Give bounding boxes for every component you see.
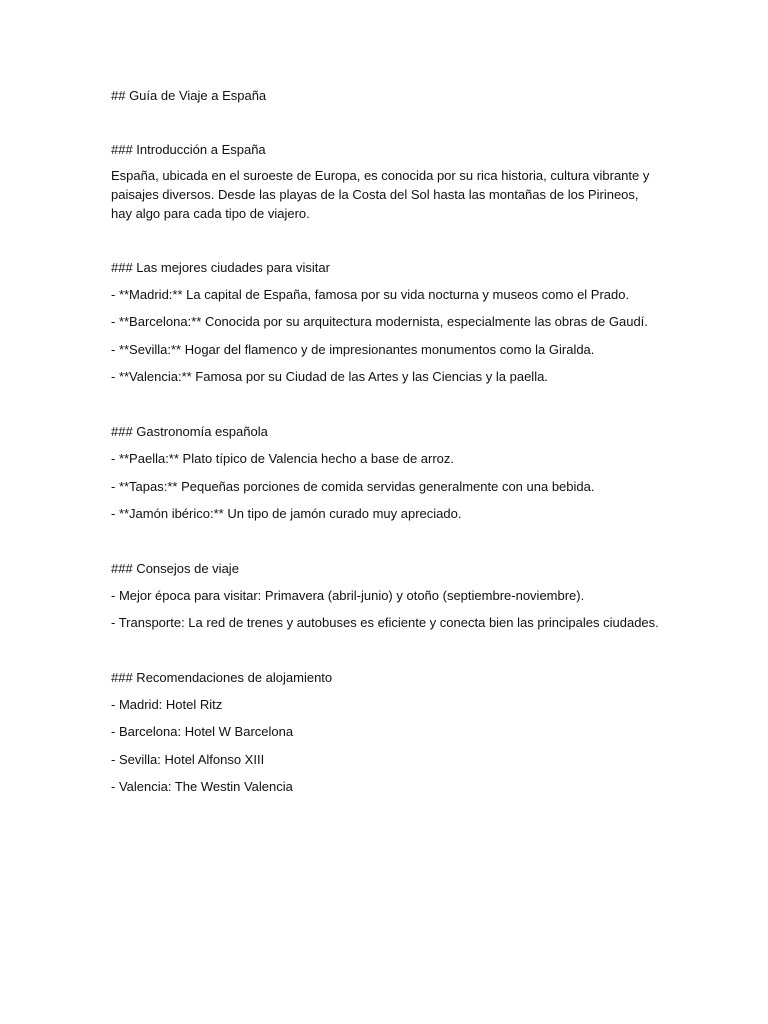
intro-paragraph: España, ubicada en el suroeste de Europa, es conocida por su rica historia, cultura vibrante y paisajes diversos. Desde las playas de la Costa del Sol hasta las montañas de los Pirineos, hay algo para cada tipo de viajero. [111,168,650,221]
list-item: - Transporte: La red de trenes y autobuses es eficiente y conecta bien las principales ciudades. [111,615,659,630]
cities-heading: ### Las mejores ciudades para visitar [111,260,330,275]
list-item: - **Tapas:** Pequeñas porciones de comida servidas generalmente con una bebida. [111,479,595,494]
lodging-heading: ### Recomendaciones de alojamiento [111,670,333,685]
list-item: - **Sevilla:** Hogar del flamenco y de impresionantes monumentos como la Giralda. [111,342,595,357]
list-item: - **Valencia:** Famosa por su Ciudad de las Artes y las Ciencias y la paella. [111,369,548,384]
list-item: - Mejor época para visitar: Primavera (abril-junio) y otoño (septiembre-noviembre). [111,588,585,603]
intro-heading: ### Introducción a España [111,142,266,157]
list-item: - Valencia: The Westin Valencia [111,779,293,794]
list-item: - **Jamón ibérico:** Un tipo de jamón curado muy apreciado. [111,506,462,521]
document-title: ## Guía de Viaje a España [111,88,267,103]
list-item: - **Paella:** Plato típico de Valencia hecho a base de arroz. [111,451,455,466]
tips-heading: ### Consejos de viaje [111,561,239,576]
list-item: - Barcelona: Hotel W Barcelona [111,724,294,739]
list-item: - Madrid: Hotel Ritz [111,697,223,712]
list-item: - **Madrid:** La capital de España, famosa por su vida nocturna y museos como el Prado. [111,287,630,302]
list-item: - **Barcelona:** Conocida por su arquitectura modernista, especialmente las obras de Gaudí. [111,314,648,329]
list-item: - Sevilla: Hotel Alfonso XIII [111,752,265,767]
food-heading: ### Gastronomía española [111,424,268,439]
